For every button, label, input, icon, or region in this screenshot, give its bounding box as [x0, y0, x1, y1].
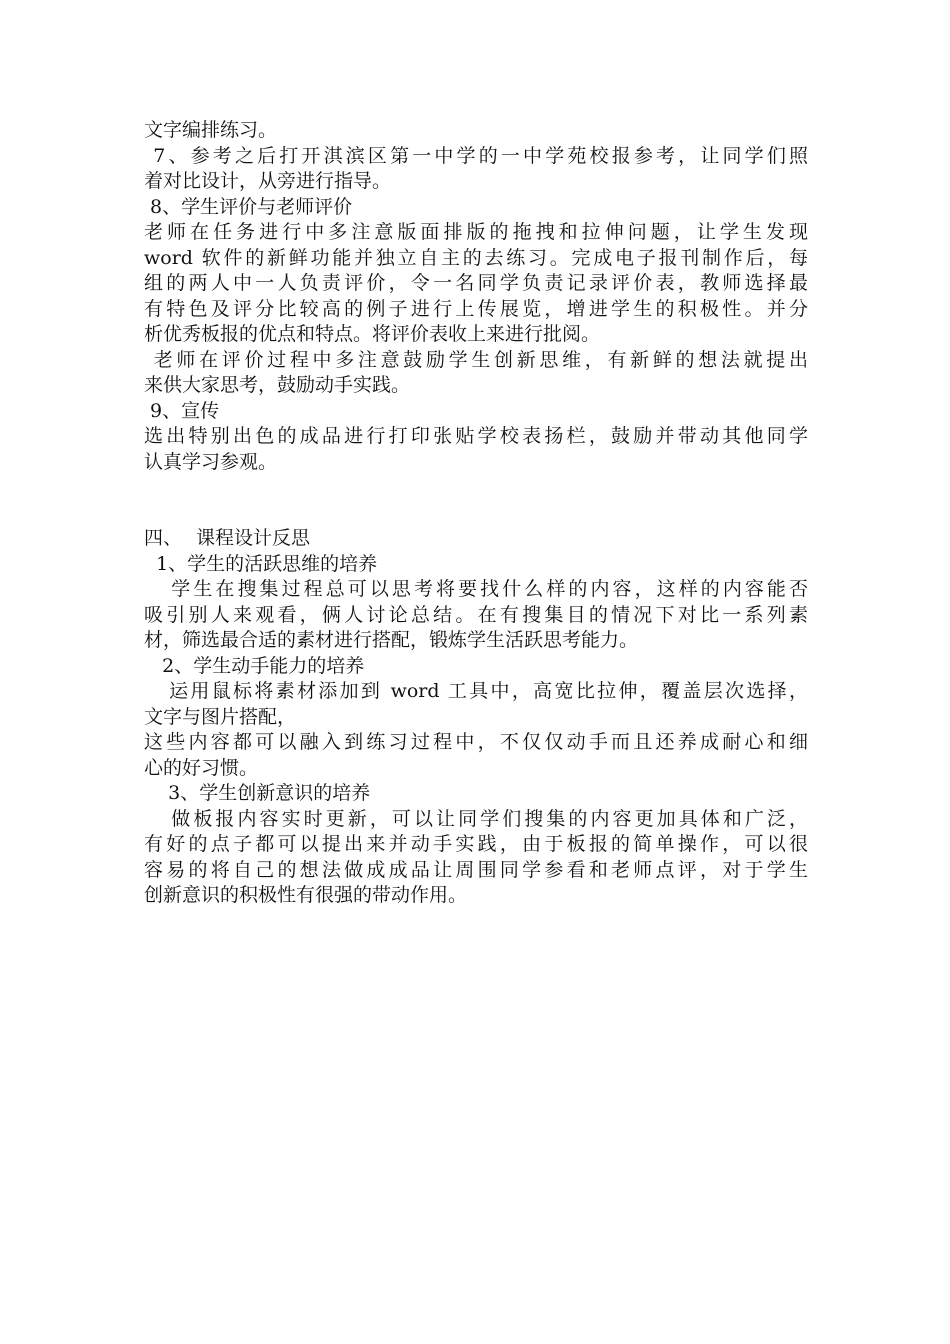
text-line: 心的好习惯。 — [144, 756, 259, 779]
text-line: 容易的将自己的想法做成成品让周围同学参看和老师点评，对于学生 — [144, 858, 808, 881]
text-line: 有好的点子都可以提出来并动手实践，由于板报的简单操作，可以很 — [144, 833, 808, 855]
text-line: 材，筛选最合适的素材进行搭配，锻炼学生活跃思考能力。 — [144, 629, 639, 651]
text-line: 学生在搜集过程总可以思考将要找什么样的内容，这样的内容能否 — [144, 578, 808, 600]
text-line: 选出特别出色的成品进行打印张贴学校表扬栏，鼓励并带动其他同学 — [144, 425, 808, 447]
text-line: 认真学习参观。 — [144, 450, 278, 473]
section-heading: 9、宣传 — [144, 399, 220, 422]
subsection-heading: 1、学生的活跃思维的培养 — [144, 552, 378, 575]
text-line: 7、参考之后打开淇滨区第一中学的一中学苑校报参考，让同学们照 — [144, 144, 808, 167]
chapter-heading — [144, 526, 808, 552]
text-line: 老师在评价过程中多注意鼓励学生创新思维，有新鲜的想法就提出 — [144, 348, 808, 371]
text-line: 运用鼠标将素材添加到 word 工具中，高宽比拉伸，覆盖层次选择， — [144, 680, 808, 702]
text-line: 组的两人中一人负责评价，令一名同学负责记录评价表，教师选择最 — [144, 272, 808, 294]
text-line: word 软件的新鲜功能并独立自主的去练习。完成电子报刊制作后，每 — [144, 246, 808, 269]
text-line: 做板报内容实时更新，可以让同学们搜集的内容更加具体和广泛， — [144, 807, 808, 830]
text-line: 析优秀板报的优点和特点。将评价表收上来进行批阅。 — [144, 323, 601, 345]
blank-line — [144, 475, 808, 501]
text-line: 老师在任务进行中多注意版面排版的拖拽和拉伸问题，让学生发现 — [144, 221, 808, 243]
text-line: 着对比设计，从旁进行指导。 — [144, 170, 392, 192]
subsection-heading: 2、学生动手能力的培养 — [144, 654, 365, 677]
text-line: 来供大家思考，鼓励动手实践。 — [144, 374, 411, 396]
chapter-number: 四、 — [144, 527, 183, 549]
chapter-title: 课程设计反思 — [196, 527, 311, 549]
section-heading: 8、学生评价与老师评价 — [144, 195, 353, 218]
text-line: 有特色及评分比较高的例子进行上传展览，增进学生的积极性。并分 — [144, 297, 808, 320]
subsection-heading: 3、学生创新意识的培养 — [144, 782, 371, 804]
document-body — [144, 118, 808, 909]
text-line: 文字编排练习。 — [144, 119, 278, 141]
text-line: 文字与图片搭配， — [144, 705, 297, 728]
text-line: 创新意识的积极性有很强的带动作用。 — [144, 884, 468, 906]
text-line: 这些内容都可以融入到练习过程中，不仅仅动手而且还养成耐心和细 — [144, 731, 808, 753]
blank-line — [144, 501, 808, 527]
text-line: 吸引别人来观看，俩人讨论总结。在有搜集目的情况下对比一系列素 — [144, 603, 808, 626]
